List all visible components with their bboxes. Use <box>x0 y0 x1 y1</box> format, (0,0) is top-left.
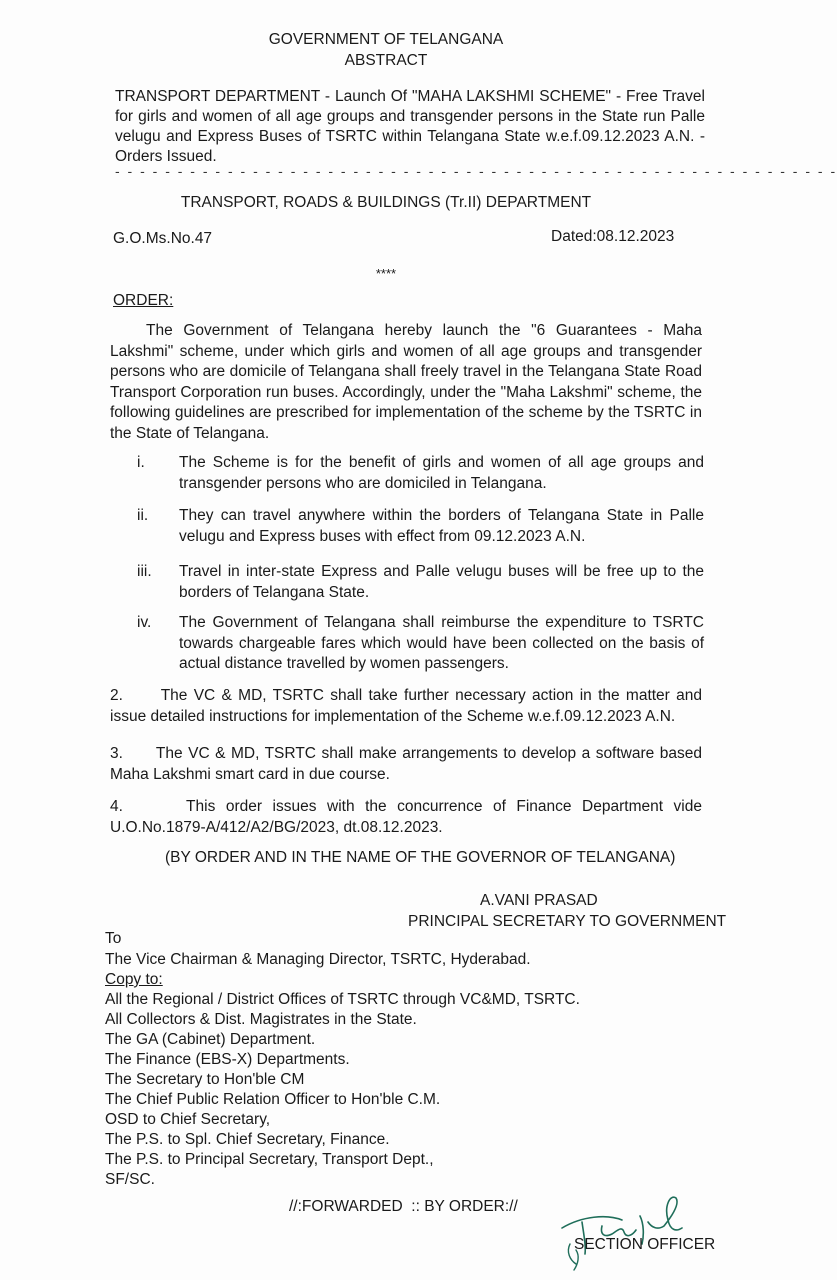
guideline-text: Travel in inter-state Express and Palle velugu buses will be free up to the borders of Telangana State. <box>179 563 704 601</box>
paragraph-4 <box>110 797 702 838</box>
copy-to-item: All Collectors & Dist. Magistrates in the State. <box>105 1011 417 1028</box>
copy-to-item: The Secretary to Hon'ble CM <box>105 1071 305 1088</box>
copy-to-item: The Chief Public Relation Officer to Hon'ble C.M. <box>105 1091 441 1108</box>
signatory-designation: PRINCIPAL SECRETARY TO GOVERNMENT <box>408 913 727 930</box>
copy-to-label: Copy to: <box>105 971 163 988</box>
guideline-number: iii. <box>137 563 152 580</box>
guideline-number: i. <box>137 454 145 471</box>
section-officer-signature <box>552 1186 702 1276</box>
dashed-divider: - - - - - - - - - - - - - - - - - - - - - - - - - - - - - - - - - - - - - - - - - - - - - - - - - - - - - - - - - - <box>115 163 837 179</box>
copy-to-item: The GA (Cabinet) Department. <box>105 1031 316 1048</box>
government-title: GOVERNMENT OF TELANGANA <box>268 31 504 48</box>
copy-to-item: The P.S. to Principal Secretary, Transport Dept., <box>105 1151 434 1168</box>
paragraph-number: 3. <box>110 745 123 762</box>
copy-to-item: The P.S. to Spl. Chief Secretary, Finance. <box>105 1131 390 1148</box>
separator-stars: **** <box>375 266 397 281</box>
abstract-title: ABSTRACT <box>344 52 428 69</box>
forwarded-line: //:FORWARDED :: BY ORDER:// <box>289 1198 518 1215</box>
dated: Dated:08.12.2023 <box>551 228 675 245</box>
guideline-text: The Scheme is for the benefit of girls and women of all age groups and transgender persons who are domiciled in Telangana. <box>179 454 704 492</box>
to-recipient: The Vice Chairman & Managing Director, TSRTC, Hyderabad. <box>105 951 531 968</box>
paragraph-number: 2. <box>110 687 123 704</box>
copy-to-item: The Finance (EBS-X) Departments. <box>105 1051 350 1068</box>
signatory-name: A.VANI PRASAD <box>480 892 598 909</box>
guideline-text: The Government of Telangana shall reimburse the expenditure to TSRTC towards chargeable fares which would have been collected on the basis of actual distance travelled by women passengers. <box>179 614 704 672</box>
intro-paragraph: The Government of Telangana hereby launch the "6 Guarantees - Maha Lakshmi" scheme, under which girls and women of all age groups and transgender persons who are domicile of Telangana shall freely travel in the Telangana State Road Transport Corporation run buses. Accordingly, under the "Maha Lakshmi" scheme, the following guidelines are prescribed for implementation of the scheme by the TSRTC in the State of Telangana. <box>110 322 702 442</box>
by-order-line: (BY ORDER AND IN THE NAME OF THE GOVERNOR OF TELANGANA) <box>165 849 676 866</box>
paragraph-number: 4. <box>110 798 123 815</box>
guideline-number: iv. <box>137 614 152 631</box>
copy-to-item: SF/SC. <box>105 1171 155 1188</box>
to-label: To <box>105 930 122 947</box>
section-officer-label: SECTION OFFICER <box>574 1236 716 1253</box>
go-number: G.O.Ms.No.47 <box>113 230 213 247</box>
guideline-text: They can travel anywhere within the borders of Telangana State in Palle velugu and Express buses with effect from 09.12.2023 A.N. <box>179 507 704 545</box>
copy-to-item: OSD to Chief Secretary, <box>105 1111 271 1128</box>
department-name: TRANSPORT, ROADS & BUILDINGS (Tr.II) DEPARTMENT <box>180 194 592 211</box>
order-heading: ORDER: <box>113 292 174 309</box>
guideline-number: ii. <box>137 507 149 524</box>
copy-to-item: All the Regional / District Offices of TSRTC through VC&MD, TSRTC. <box>105 991 580 1008</box>
paragraph-text: The VC & MD, TSRTC shall take further necessary action in the matter and issue detailed instructions for implementation of the Scheme w.e.f.09.12.2023 A.N. <box>110 687 702 725</box>
paragraph-2 <box>110 686 702 727</box>
copy-to-list <box>105 990 580 1190</box>
paragraph-3 <box>110 744 702 785</box>
paragraph-text: This order issues with the concurrence of Finance Department vide U.O.No.1879-A/412/A2/BG/2023, dt.08.12.2023. <box>110 798 702 836</box>
subject-text: TRANSPORT DEPARTMENT - Launch Of "MAHA LAKSHMI SCHEME" - Free Travel for girls and women of all age groups and transgender persons in the State run Palle velugu and Express Buses of TSRTC within Telangana State w.e.f.09.12.2023 A.N. - Orders Issued. <box>115 88 705 165</box>
paragraph-text: The VC & MD, TSRTC shall make arrangements to develop a software based Maha Lakshmi smart card in due course. <box>110 745 702 783</box>
